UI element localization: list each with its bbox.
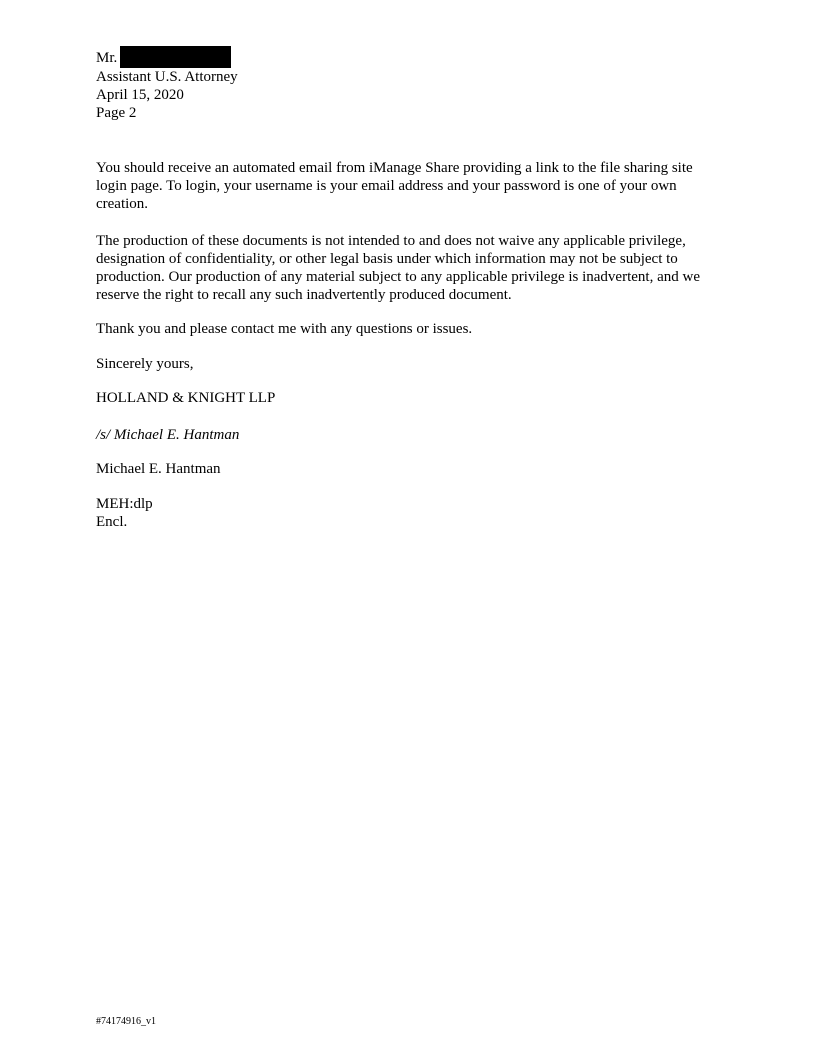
paragraph-2: The production of these documents is not intended to and does not waive any applicable privilege, designation of confidentiality, or other legal basis under which information may not be subject to production. Our production of any material subject to any applicable privilege is inadvertent, and we reserve the right to recall any such inadvertently produced document. bbox=[96, 233, 700, 303]
electronic-signature: /s/ Michael E. Hantman bbox=[96, 427, 240, 443]
letter-date: April 15, 2020 bbox=[96, 87, 184, 103]
redaction-block bbox=[120, 46, 231, 68]
signer-name: Michael E. Hantman bbox=[96, 461, 221, 477]
page-number: Page 2 bbox=[96, 105, 137, 121]
valediction: Sincerely yours, bbox=[96, 356, 194, 372]
salutation: Mr. bbox=[96, 50, 118, 66]
recipient-title: Assistant U.S. Attorney bbox=[96, 69, 238, 85]
reference-initials: MEH:dlp bbox=[96, 496, 153, 512]
paragraph-3: Thank you and please contact me with any questions or issues. bbox=[96, 321, 473, 337]
firm-name: HOLLAND & KNIGHT LLP bbox=[96, 390, 276, 406]
paragraph-1: You should receive an automated email from iManage Share providing a link to the file sharing site login page. To login, your username is your email address and your password is one of your own creation. bbox=[96, 160, 693, 212]
enclosure-notation: Encl. bbox=[96, 514, 128, 530]
document-id: #74174916_v1 bbox=[96, 1016, 156, 1027]
